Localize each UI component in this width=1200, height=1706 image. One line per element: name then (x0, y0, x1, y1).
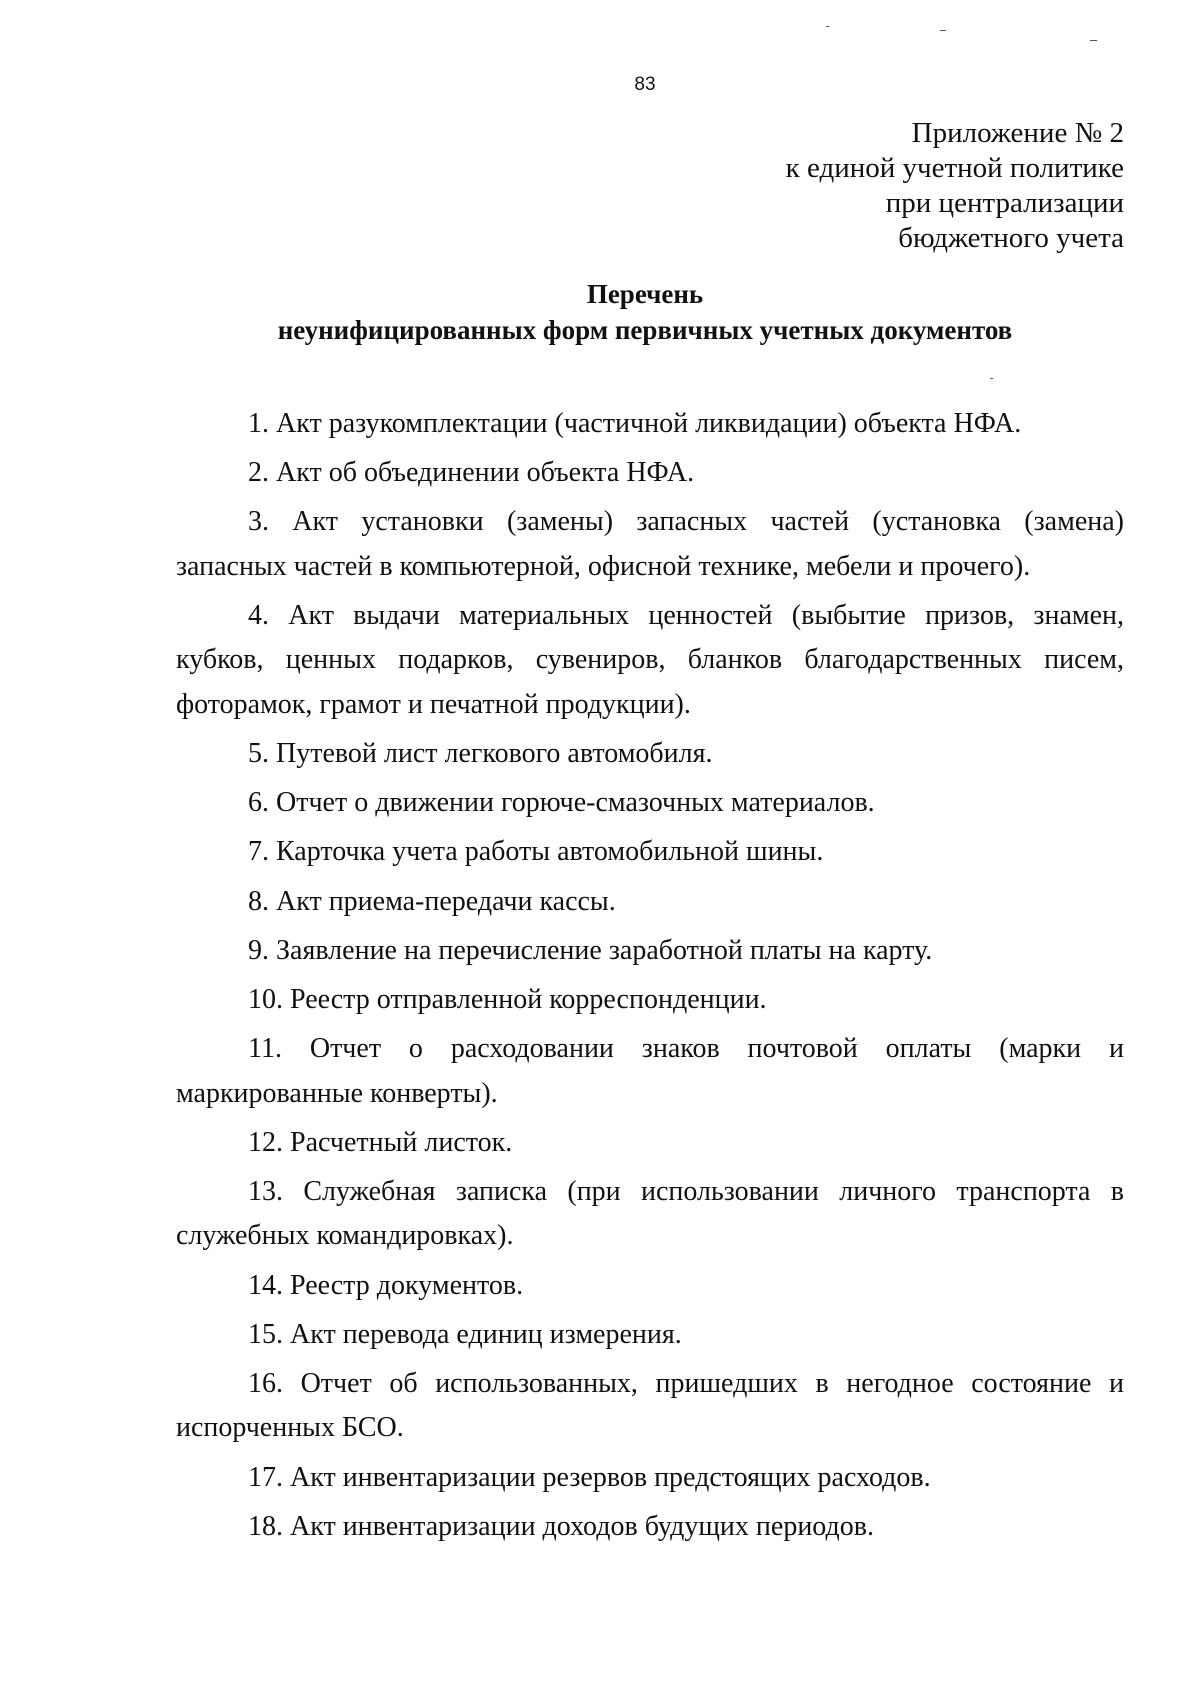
list-item: 7. Карточка учета работы автомобильной шины. (248, 836, 824, 868)
appendix-line: бюджетного учета (898, 222, 1124, 254)
list-item: 9. Заявление на перечисление заработной платы на карту. (248, 934, 933, 966)
list-item: 6. Отчет о движении горюче-смазочных материалов. (248, 787, 875, 819)
title-line: Перечень (586, 279, 704, 309)
list-item: 14. Реестр документов. (248, 1269, 524, 1301)
document-title (0, 276, 1200, 348)
list-item: 17. Акт инвентаризации резервов предстоящих расходов. (248, 1461, 931, 1493)
appendix-block (786, 116, 1124, 256)
list-item: 10. Реестр отправленной корреспонденции. (248, 984, 767, 1016)
scan-artifact (1090, 40, 1097, 41)
document-list (176, 402, 1124, 1554)
appendix-line: при централизации (885, 187, 1124, 219)
scan-artifact (826, 26, 829, 27)
appendix-line: Приложение № 2 (911, 117, 1124, 149)
list-item: 11. Отчет о расходовании знаков почтовой оплаты (марки и маркированные конверты). (176, 1033, 1124, 1109)
list-item: 5. Путевой лист легкового автомобиля. (248, 738, 713, 770)
list-item: 16. Отчет об использованных, пришедших в негодное состояние и испорченных БСО. (176, 1368, 1124, 1444)
list-item: 18. Акт инвентаризации доходов будущих периодов. (248, 1510, 874, 1542)
scan-artifact (940, 30, 946, 31)
page-number: 83 (634, 74, 656, 95)
list-item: 2. Акт об объединении объекта НФА. (248, 457, 695, 489)
list-item: 8. Акт приема-передачи кассы. (248, 885, 616, 917)
title-line: неунифицированных форм первичных учетных документов (277, 315, 1013, 345)
list-item: 3. Акт установки (замены) запасных частей (установка (замена) запасных частей в компьютерной, офисной технике, мебели и прочего). (176, 506, 1124, 582)
list-item: 12. Расчетный листок. (248, 1126, 513, 1158)
list-item: 13. Служебная записка (при использовании личного транспорта в служебных командировках). (176, 1176, 1124, 1252)
list-item: 15. Акт перевода единиц измерения. (248, 1318, 682, 1350)
list-item: 1. Акт разукомплектации (частичной ликвидации) объекта НФА. (248, 408, 1022, 439)
list-item: 4. Акт выдачи материальных ценностей (выбытие призов, знамен, кубков, ценных подарков, сувениров, бланков благодарственных писем, фоторамок, грамот и печатной продукции). (176, 600, 1124, 720)
scan-artifact (990, 378, 993, 379)
appendix-line: к единой учетной политике (785, 152, 1124, 184)
